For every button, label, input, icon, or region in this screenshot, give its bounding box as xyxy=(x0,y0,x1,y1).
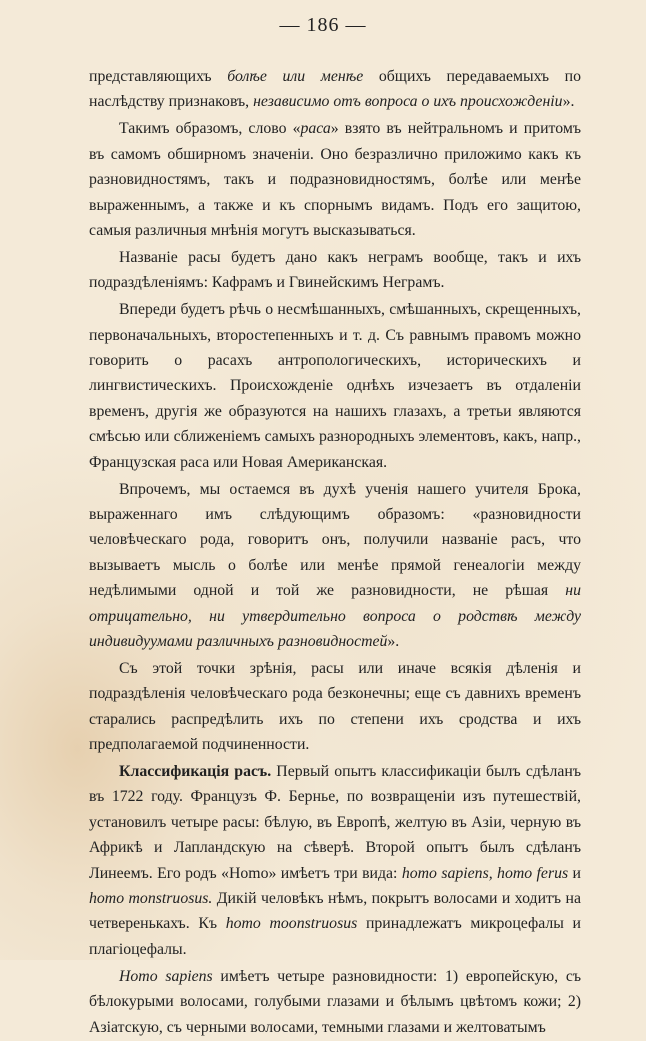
italic-text: homo sapiens, homo ferus xyxy=(401,864,569,882)
text-run: ». xyxy=(562,93,575,111)
text-run: » взято въ нейтральномъ и притомъ въ самомъ обширномъ значеніи. Оно безразлично приложимо какъ къ разновидностямъ, такъ и подразновидностямъ, болѣе или менѣе выраженнымъ, а также и къ спорнымъ видамъ. Подъ его защитою, самыя различныя мнѣнія могутъ высказываться. xyxy=(89,120,581,239)
text-run: имѣетъ четыре разновидности: 1) европейскую, съ бѣлокурыми волосами, голубыми глазами и бѣлымъ цвѣтомъ кожи; 2) Азіатскую, съ черными волосами, темными глазами и желтоватымъ xyxy=(89,967,582,1036)
paragraph xyxy=(89,477,581,655)
italic-text: Homo sapiens xyxy=(119,967,213,985)
paragraph xyxy=(89,64,581,115)
text-run: Первый опытъ классификаціи былъ сдѣланъ въ 1722 году. Французъ Ф. Бернье, по возвращеніи изъ путешествій, установилъ четыре расы: бѣлую, въ Европѣ, желтую въ Азіи, черную въ Африкѣ и Лапландскую на сѣверѣ. Второй опытъ былъ сдѣланъ Линеемъ. Его родъ «Homo» имѣетъ три вида: xyxy=(89,762,581,882)
paragraph xyxy=(89,759,581,962)
italic-text: homo moonstruosus xyxy=(225,915,358,933)
italic-text: болѣе или менѣе xyxy=(227,68,364,85)
text-run: Впрочемъ, мы остаемся въ духѣ ученія нашего учителя Брока, выраженнаго имъ слѣдующимъ образомъ: «разновидности человѣческаго рода, говоритъ онъ, получили названіе расъ, что вызываетъ мысль о болѣе или менѣе прямой генеалогіи между недѣлимыми одной и той же разновидности, не рѣшая xyxy=(89,480,581,600)
italic-text: ни отрицательно, ни утвердительно вопроса о родствѣ между индивидуумами различныхъ разновидностей xyxy=(89,582,581,650)
text-run: Впереди будетъ рѣчь о несмѣшанныхъ, смѣшанныхъ, скрещенныхъ, первоначальныхъ, второстепенныхъ и т. д. Съ равнымъ правомъ можно говорить о расахъ антропологическихъ, историческихъ и лингвистическихъ. Происхожденіе однѣхъ изчезаетъ въ отдаленіи временъ, другія же образуются на нашихъ глазахъ, а третьи являются смѣсью или сближеніемъ самыхъ разнородныхъ элементовъ, какъ, напр., Французская раса или Новая Американская. xyxy=(89,301,581,471)
italic-text: раса xyxy=(300,120,331,138)
text-run: ». xyxy=(387,632,400,650)
paragraph xyxy=(89,656,581,758)
page-number: — 186 — xyxy=(279,14,367,36)
text-run: Дикій человѣкъ нѣмъ, покрытъ волосами и ходитъ на четверенькахъ. Къ xyxy=(89,890,581,933)
text-run: принадлежатъ микроцефалы и плагіоцефалы. xyxy=(89,915,581,958)
text-run: представляющихъ xyxy=(89,68,228,85)
bold-heading-text: Классификація расъ. xyxy=(119,762,272,780)
italic-text: независимо отъ вопроса о ихъ происхожденіи xyxy=(253,93,563,111)
paragraph xyxy=(89,297,581,475)
text-run: общихъ передаваемыхъ по наслѣдству признаковъ, xyxy=(89,68,581,111)
paragraph xyxy=(89,245,581,296)
paragraph xyxy=(89,964,581,1040)
paragraph xyxy=(89,116,581,243)
text-run: и xyxy=(568,864,581,882)
text-run: Такимъ образомъ, слово « xyxy=(119,120,301,138)
text-run: Съ этой точки зрѣнія, расы или иначе всякія дѣленія и подраздѣленія человѣческаго рода безконечны; еще съ давнихъ временъ старались распредѣлить ихъ по степени ихъ сродства и ихъ предполагаемой подчиненности. xyxy=(89,659,581,754)
italic-text: homo monstruosus. xyxy=(89,890,213,907)
text-run: Названіе расы будетъ дано какъ неграмъ вообще, такъ и ихъ подраздѣленіямъ: Кафрамъ и Гвинейскимъ Неграмъ. xyxy=(89,248,581,292)
page-body-text xyxy=(89,64,581,1041)
